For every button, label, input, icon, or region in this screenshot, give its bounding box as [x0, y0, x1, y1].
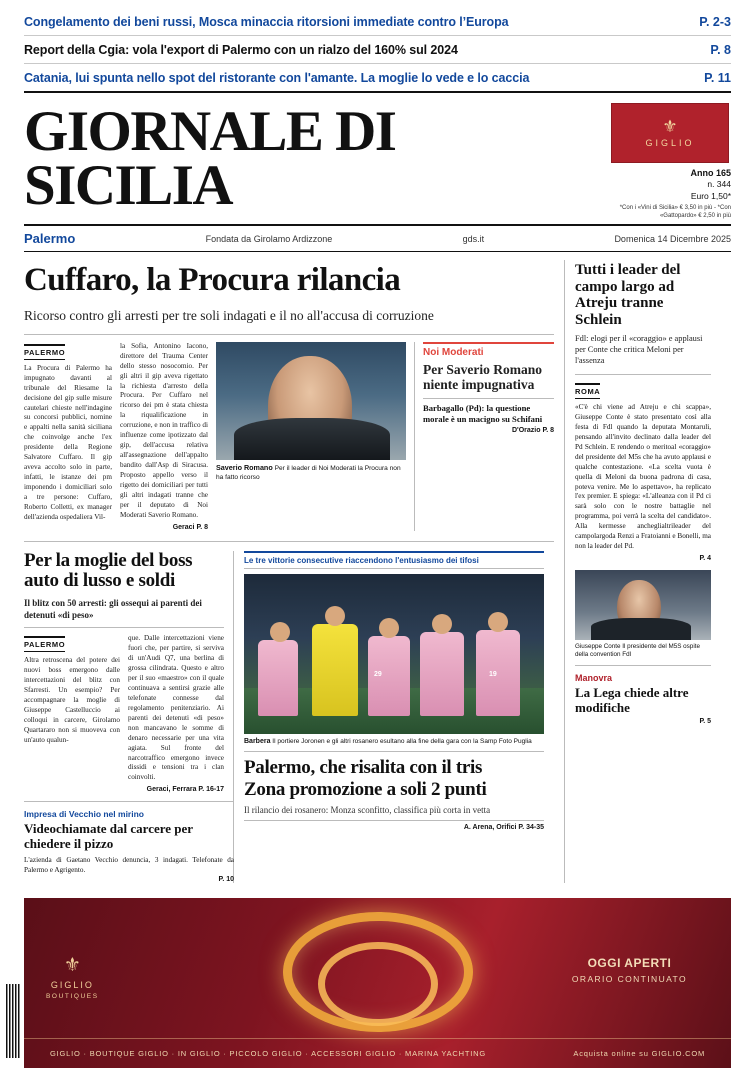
mafia-body-1: Altra retroscena del potere dei nuovi boss emergono dalle intercettazioni del blitz con Sfarresti. Un esempio? Per accompagnare la moglie di Giuseppe Castelluccio ai colloqui in carcere, Girolamo Quartararo non si muoveva con un'auto qualun-	[24, 656, 120, 744]
impresa-body: L'azienda di Gaetano Vecchio denuncia, 3 indagati. Telefonate da Palermo e Agrigento.	[24, 855, 234, 874]
ad-logo-word: GIGLIO	[50, 980, 94, 990]
box-kicker: Noi Moderati	[423, 342, 554, 358]
issue-meta	[611, 167, 731, 220]
masthead	[0, 97, 755, 220]
strap-item-1[interactable]	[24, 36, 731, 64]
sport-kicker: Le tre vittorie consecutive riaccendono l'entusiasmo dei tifosi	[244, 551, 544, 569]
ad-headline: OGGI APERTI	[587, 956, 672, 970]
lead-photo[interactable]	[216, 342, 406, 460]
strap-page-ref: P. 11	[704, 71, 731, 85]
strap-headline: Catania, lui spunta nello spot del ristorante con l'amante. La moglie lo vede e lo caccia	[24, 71, 530, 85]
strap-headline: Congelamento dei beni russi, Mosca minaccia ritorsioni immediate contro l’Europa	[24, 15, 509, 29]
lead-column-1	[24, 342, 112, 531]
issue-fine-print: *Con i «Vini di Sicilia» € 3,50 in più - *Con «Gattopardo» € 2,50 in più	[619, 205, 731, 220]
lead-article-row	[24, 342, 554, 531]
manovra-page-ref: P. 5	[699, 718, 711, 726]
sponsor-logo-label: GIGLIO	[645, 138, 695, 148]
impresa-page-ref: P. 10	[218, 875, 234, 883]
lead-photo-block	[216, 342, 406, 531]
politics-headline[interactable]: Tutti i leader del campo largo ad Atreju tranne Schlein	[575, 262, 681, 328]
photo-shirt-number: 19	[489, 670, 497, 678]
sport-headline-1[interactable]: Palermo, che risalita con il tris	[244, 757, 483, 779]
ad-shop-link[interactable]: Acquista online su GIGLIO.COM	[573, 1049, 705, 1058]
mafia-column-2	[128, 634, 224, 793]
impresa-kicker: Impresa di Vecchio nel mirino	[24, 809, 144, 820]
ad-brands: GIGLIO · BOUTIQUE GIGLIO · IN GIGLIO · PICCOLO GIGLIO · ACCESSORI GIGLIO · MARINA YACHTING	[50, 1049, 486, 1058]
sport-photo-caption	[244, 737, 544, 752]
box-byline: D'Orazio P. 8	[512, 427, 554, 435]
edition-city: Palermo	[24, 231, 76, 247]
lead-photo-caption	[216, 463, 406, 483]
strap-item-2[interactable]	[24, 64, 731, 93]
issue-number: n. 344	[707, 179, 731, 190]
photo-caption-text: Per il leader di Noi Moderati la Procura non ha fatto ricorso	[216, 464, 401, 481]
politics-page-ref: P. 4	[699, 555, 711, 563]
sport-headline-2[interactable]: Zona promozione a soli 2 punti	[244, 778, 487, 800]
mafia-kicker: PALERMO	[24, 636, 65, 652]
mafia-body-columns	[24, 634, 224, 793]
barcode	[6, 984, 20, 1058]
politics-photo[interactable]	[575, 570, 711, 640]
photo-subject-body	[591, 618, 691, 640]
publication-date: Domenica 14 Dicembre 2025	[614, 233, 731, 244]
bottom-advertisement[interactable]	[24, 898, 731, 1068]
mafia-lead: Il blitz con 50 arresti: gli ossequi ai parenti dei detenuti «di peso»	[24, 598, 224, 628]
impresa-article	[24, 801, 234, 882]
ad-logo	[46, 954, 99, 1000]
photo-player-head	[432, 614, 452, 634]
content-grid	[0, 260, 755, 883]
divider	[423, 398, 554, 399]
mafia-column-1	[24, 634, 120, 793]
top-strap	[0, 0, 755, 97]
strap-page-ref: P. 8	[710, 43, 731, 57]
box-quote: Barbagallo (Pd): la questione morale è un macigno su Schifani	[423, 403, 543, 424]
lead-subheadline: Ricorso contro gli arresti per tre soli indagati e il no all'accusa di corruzione	[24, 308, 554, 335]
sport-caption-text: Il portiere Joronen e gli altri rosanero esultano alla fine della gara con la Samp Foto Puglia	[272, 737, 532, 745]
lead-body-1: La Procura di Palermo ha impugnato davanti al tribunale del Riesame la decisione del gip sulle misure cautelari chieste nell'indagine su concorsi pubblici, nomine e appalti nella sanità siciliana che coinvolge anche l'ex presidente della Regione Salvatore Cuffaro. Il gip aveva accolto solo in parte, infatti, le istanze dei pm imponendo i domiciliari solo a tre persone: Cuffaro, Roberto Colletti, ex manager dell'azienda ospedaliera Vil-	[24, 363, 112, 521]
box-headline[interactable]: Per Saverio Romano niente impugnativa	[423, 361, 542, 392]
photo-shirt-number: 29	[374, 670, 382, 678]
ad-message	[572, 956, 687, 984]
fleur-de-lis-icon: ⚜	[63, 955, 81, 976]
impresa-headline[interactable]: Videochiamate dal carcere per chiedere il pizzo	[24, 821, 193, 851]
fleur-de-lis-icon: ⚜	[662, 117, 678, 136]
politics-kicker: ROMA	[575, 383, 600, 399]
sidebar-box-noi-moderati	[414, 342, 554, 531]
manovra-headline[interactable]: La Lega chiede altre modifiche	[575, 685, 689, 715]
politics-subheadline: Fdl: elogi per il «coraggio» e applausi per Conte che critica Meloni per l'assenza	[575, 334, 711, 375]
photo-player-head	[488, 612, 508, 632]
sport-photo[interactable]	[244, 574, 544, 734]
ad-footer	[24, 1038, 731, 1068]
website-url[interactable]: gds.it	[462, 233, 485, 244]
politics-photo-caption: Giuseppe Conte Il presidente del M5S ospite della convention Fdl	[575, 643, 711, 666]
issue-year: Anno 165	[690, 168, 731, 178]
issue-price: Euro 1,50*	[690, 190, 731, 201]
photo-player	[420, 632, 464, 716]
mafia-headline[interactable]: Per la moglie del boss auto di lusso e soldi	[24, 549, 193, 591]
photo-caption-name: Saverio Romano	[216, 462, 273, 472]
ad-logo-sub: BOUTIQUES	[46, 993, 99, 1000]
ad-subhead: ORARIO CONTINUATO	[571, 974, 687, 984]
mafia-byline: Geraci, Ferrara P. 16-17	[146, 786, 224, 794]
founder-note: Fondata da Girolamo Ardizzone	[205, 233, 333, 244]
necklace-graphic-inner	[318, 942, 438, 1026]
manovra-kicker: Manovra	[575, 673, 613, 684]
photo-subject-body	[234, 418, 390, 460]
page-title: GIORNALE DI SICILIA	[24, 100, 396, 218]
sport-caption-lead: Barbera	[244, 737, 271, 745]
photo-player	[476, 630, 520, 716]
photo-player-head	[325, 606, 345, 626]
lead-column-2	[120, 342, 208, 531]
main-column	[24, 260, 564, 883]
lead-byline: Geraci P. 8	[172, 523, 208, 531]
photo-player	[258, 640, 298, 716]
secondary-section	[24, 541, 554, 883]
sponsor-logo[interactable]	[611, 103, 729, 163]
mafia-body-2: que. Dalle intercettazioni viene fuori che, per partire, si serviva di un'Audi Q7, una berlina di grossa cilindrata. Questo e altro per il suo «maestro» con il quale continuava a sentirsi grazie alle telefonate connesse dal regolamento penitenziario. Ai parenti dei detenuti «di peso» non mancavano le somme di denaro necessarie per una vita agiata. Sul fronte del narcotraffico emergono invece dissidi e tensioni tra i clan coinvolti.	[128, 634, 224, 782]
sport-subheadline: Il rilancio dei rosanero: Monza sconfitto, classifica più corta in vetta	[244, 805, 544, 821]
sport-article	[244, 551, 544, 883]
strap-item-0[interactable]	[24, 8, 731, 36]
strap-page-ref: P. 2-3	[699, 15, 731, 29]
strap-headline: Report della Cgia: vola l'export di Palermo con un rialzo del 160% sul 2024	[24, 43, 458, 57]
dateline-bar	[24, 224, 731, 252]
sport-byline: A. Arena, Orifici P. 34-35	[463, 824, 544, 832]
right-column	[564, 260, 711, 883]
mafia-article	[24, 551, 234, 883]
politics-body: «C'è chi viene ad Atreju e chi scappa», Giuseppe Conte è stato presentato così alla festa di Fdl quando la deputata Montaruli, pensando all'invito declinato dalla leader del Pd Schlein. E rendendo o meritoal «coraggio» del presidente del M5s che ha avuto applausi e qualche contestazione. «La scelta vuota è quella di Meloni da buona padrona di casa, poteva venire. Me lo aspettavo», ha replicato l'ex premier. E spiega: «L'alleanza con il Pd ci sarà solo con le nostre battaglie nel programma, poi verrà la scelta del candidato». Alla kermesse ancheglialtrileader del campolargoda Renzi a Fratoianni e Bonelli, ma non la leader del Pd.	[575, 403, 711, 551]
lead-headline[interactable]: Cuffaro, la Procura rilancia	[24, 262, 401, 299]
masthead-right	[611, 103, 731, 220]
lead-kicker: PALERMO	[24, 344, 65, 360]
photo-goalkeeper	[312, 624, 358, 716]
photo-player-head	[270, 622, 290, 642]
photo-player-head	[379, 618, 399, 638]
lead-body-2: la Sofia, Antonino Iacono, direttore del Trauma Center dello stesso nosocomio. Per gli altri il gip aveva rigettato la richiesta d'arresto della Procura. Per Cuffaro nel ricorso dei pm è stata chiesta la riqualificazione in corruzione, e non in traffico di influenze come ipotizzato dal gip, dell'accusa relativa all'assegnazione dell'appalto bandito dall'Asp di Siracusa. Proposto appello verso il rigetto dei domiciliari per tutti gli altri indagati tranne che per il deputato di Noi Moderati Saverio Romano.	[120, 341, 208, 519]
